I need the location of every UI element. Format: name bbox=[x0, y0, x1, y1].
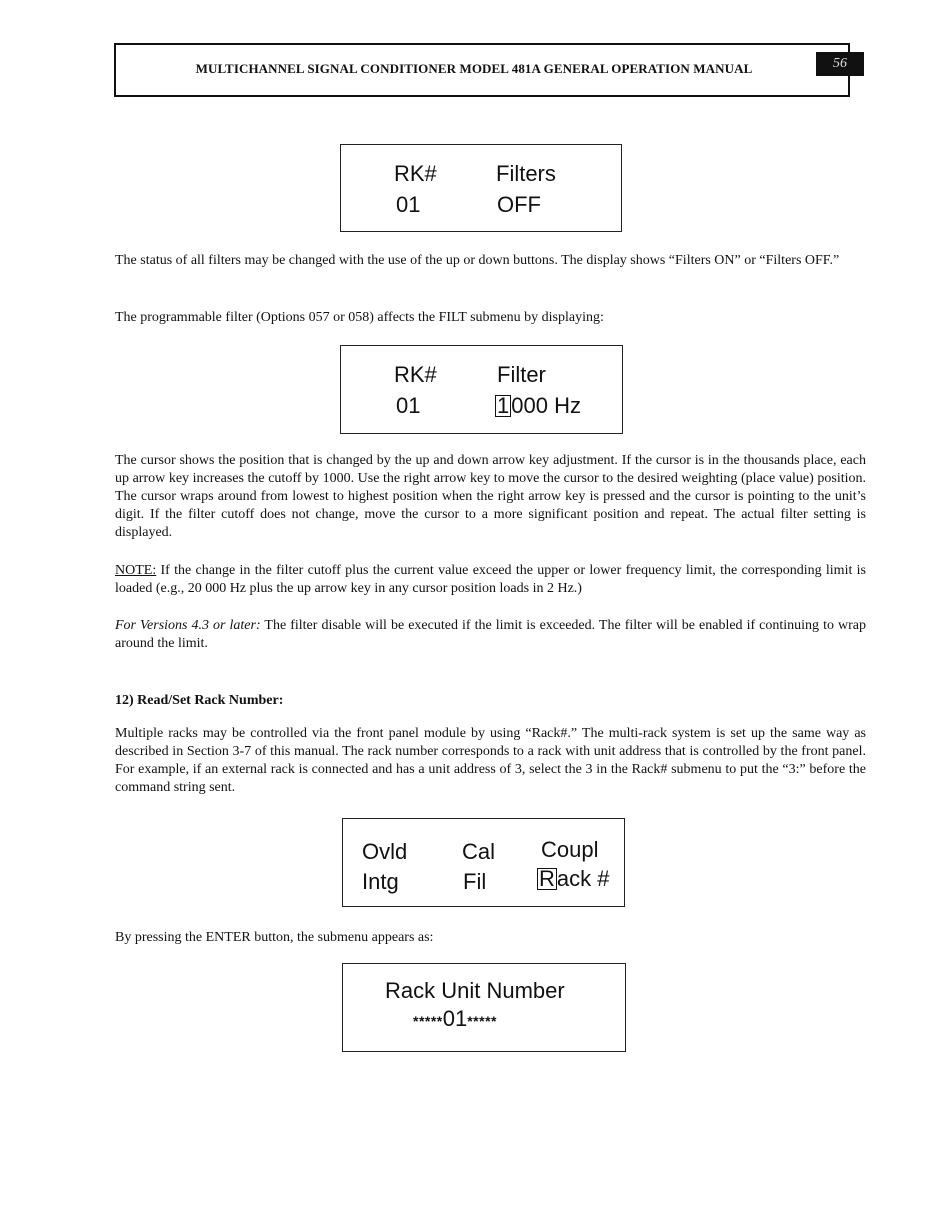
paragraph-rack-number: Multiple racks may be controlled via the front panel module by using “Rack#.” The multi-rack system is set up the same way as described in Section 3-7 of this manual. The rack number corresponds to a rack with unit address that is controlled by the front panel. For example, if an external rack is connected and has a unit address of 3, select the 3 in the Rack# submenu to put the “3:” before the command string sent. bbox=[115, 726, 866, 795]
lcd-rk-value: 01 bbox=[396, 393, 421, 418]
lcd-filters-label: Filters bbox=[496, 161, 556, 186]
lcd-display-filter-cutoff bbox=[340, 345, 623, 434]
menu-ovld: Ovld bbox=[362, 839, 408, 864]
cursor-box: 1 bbox=[497, 393, 510, 418]
menu-rack-rest: ack # bbox=[556, 866, 610, 891]
rack-unit-title: Rack Unit Number bbox=[385, 978, 565, 1003]
lcd-display-menu bbox=[342, 818, 625, 907]
lcd-rk-value: 01 bbox=[396, 192, 421, 217]
paragraph-programmable-filter: The programmable filter (Options 057 or 058) affects the FILT submenu by displaying: bbox=[115, 310, 604, 325]
lcd-rk-label: RK# bbox=[394, 362, 437, 387]
paragraph-enter: By pressing the ENTER button, the submenu appears as: bbox=[115, 930, 434, 945]
lcd-rk-label: RK# bbox=[394, 161, 437, 186]
versions-text: The filter disable will be executed if the limit is exceeded. The filter will be enabled if continuing to wrap around the limit. bbox=[115, 618, 866, 651]
paragraph-note bbox=[115, 562, 866, 598]
menu-rack bbox=[537, 866, 609, 892]
menu-cal: Cal bbox=[462, 839, 496, 864]
unit-number: 01 bbox=[442, 1006, 468, 1031]
paragraph-cursor: The cursor shows the position that is changed by the up and down arrow key adjustment. If the cursor is in the thousands place, each up arrow key increases the cutoff by 1000. Use the right arrow key to move the cursor to the desired weighting (place value) position. The cursor wraps around from lowest to highest position when the right arrow key is pressed and the cursor is pointing to the unit’s digit. If the filter cutoff does not change, move the cursor to a more significant position and repeat. The actual filter setting is displayed. bbox=[115, 453, 866, 540]
stars-left: ***** bbox=[413, 1013, 443, 1029]
paragraph-versions bbox=[115, 617, 866, 653]
header-title: MULTICHANNEL SIGNAL CONDITIONER MODEL 481A GENERAL OPERATION MANUAL bbox=[195, 61, 753, 76]
paragraph-filter-status: The status of all filters may be changed with the use of the up or down buttons. The display shows “Filters ON” or “Filters OFF.” bbox=[115, 253, 840, 268]
versions-label: For Versions 4.3 or later: bbox=[115, 618, 261, 633]
lcd-filters-value: OFF bbox=[497, 192, 541, 217]
cursor-box: R bbox=[539, 866, 555, 891]
menu-fil: Fil bbox=[463, 869, 487, 894]
page-header bbox=[114, 43, 850, 97]
rack-unit-value bbox=[413, 1006, 497, 1032]
lcd-display-rack-unit bbox=[342, 963, 626, 1052]
lcd-display-filters bbox=[340, 144, 622, 232]
page-number-tab: 56 bbox=[816, 52, 864, 76]
menu-coupl: Coupl bbox=[541, 837, 599, 862]
lcd-filter-label: Filter bbox=[497, 362, 546, 387]
section-heading: 12) Read/Set Rack Number: bbox=[115, 693, 284, 708]
stars-right: ***** bbox=[467, 1013, 497, 1029]
note-text: If the change in the filter cutoff plus the current value exceed the upper or lower frequency limit, the corresponding limit is loaded (e.g., 20 000 Hz plus the up arrow key in any cursor position loads in 2 Hz.) bbox=[115, 563, 866, 596]
menu-intg: Intg bbox=[362, 869, 399, 894]
lcd-filter-value-rest: 000 Hz bbox=[511, 393, 581, 418]
note-label: NOTE: bbox=[115, 563, 157, 578]
lcd-filter-value bbox=[495, 393, 581, 419]
